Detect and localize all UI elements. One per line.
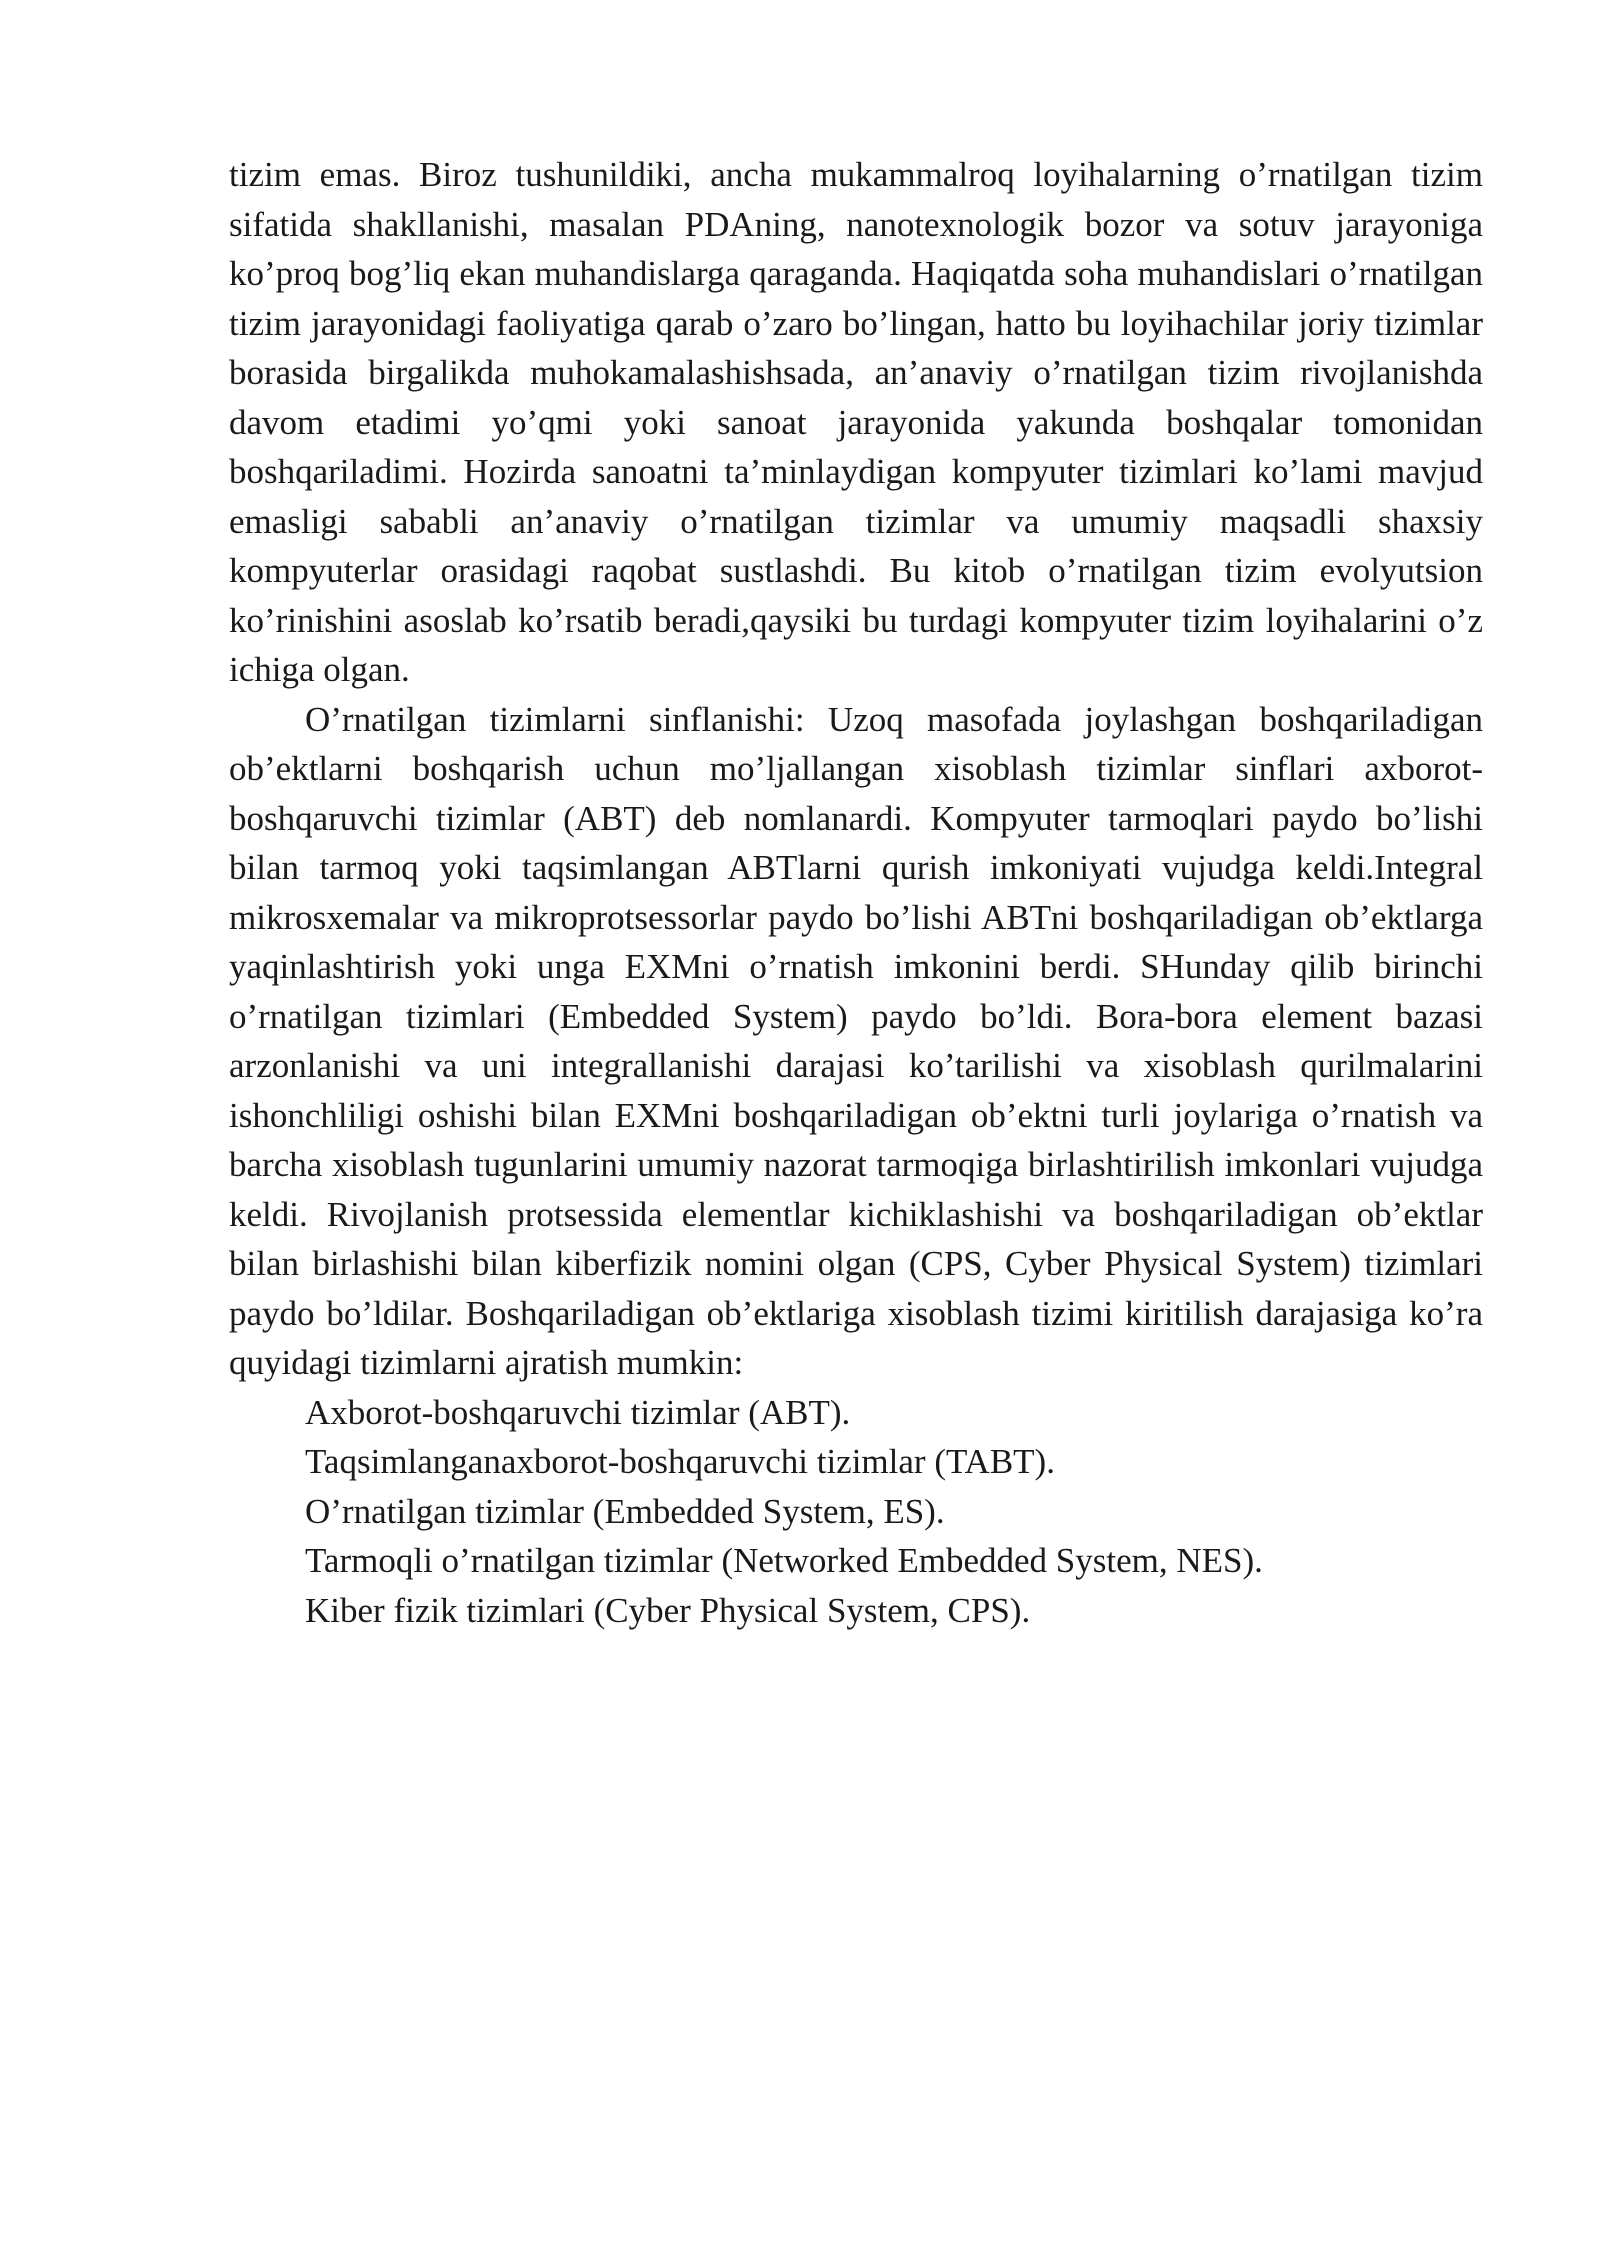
paragraph-classification: O’rnatilgan tizimlarni sinflanishi: Uzoq masofada joylashgan boshqariladigan ob’ektlarni boshqarish uchun mo’ljallangan xisoblash tizimlar sinflari axborot-boshqaruvchi tizimlar (ABT) deb nomlanardi. Kompyuter tarmoqlari paydo bo’lishi bilan tarmoq yoki taqsimlangan ABTlarni qurish imkoniyati vujudga keldi.Integral mikrosxemalar va mikroprotsessorlar paydo bo’lishi ABTni boshqariladigan ob’ektlarga yaqinlashtirish yoki unga EXMni o’rnatish imkonini berdi. SHunday qilib birinchi o’rnatilgan tizimlari (Embedded System) paydo bo’ldi. Bora-bora element bazasi arzonlanishi va uni integrallanishi darajasi ko’tarilishi va xisoblash qurilmalarini ishonchliligi oshishi bilan EXMni boshqariladigan ob’ektni turli joylariga o’rnatish va barcha xisoblash tugunlarini umumiy nazorat tarmoqiga birlashtirilish imkonlari vujudga keldi. Rivojlanish protsessida elementlar kichiklashishi va boshqariladigan ob’ektlar bilan birlashishi bilan kiberfizik nomini olgan (CPS, Cyber Physical System) tizimlari paydo bo’ldilar. Boshqariladigan ob’ektlariga xisoblash tizimi kiritilish darajasiga ko’ra quyidagi tizimlarni ajratish mumkin:: [229, 699, 1483, 1382]
list-item: Kiber fizik tizimlari (Cyber Physical System, CPS).: [305, 1590, 1031, 1630]
body-text: [229, 150, 1483, 1635]
list-item: Tarmoqli o’rnatilgan tizimlar (Networked Embedded System, NES).: [305, 1541, 1263, 1580]
list-item: Axborot-boshqaruvchi tizimlar (ABT).: [305, 1392, 851, 1432]
paragraph-continuation: tizim emas. Biroz tushunildiki, ancha mukammalroq loyihalarning o’rnatilgan tizim sifatida shakllanishi, masalan PDAning, nanotexnologik bozor va sotuv jarayoniga ko’proq bog’liq ekan muhandislarga qaraganda. Haqiqatda soha muhandislari o’rnatilgan tizim jarayonidagi faoliyatiga qarab o’zaro bo’lingan, hatto bu loyihachilar joriy tizimlar borasida birgalikda muhokamalashishsada, an’anaviy o’rnatilgan tizim rivojlanishda davom etadimi yo’qmi yoki sanoat jarayonida yakunda boshqalar tomonidan boshqariladimi. Hozirda sanoatni ta’minlaydigan kompyuter tizimlari ko’lami mavjud emasligi sababli an’anaviy o’rnatilgan tizimlar va umumiy maqsadli shaxsiy kompyuterlar orasidagi raqobat sustlashdi. Bu kitob o’rnatilgan tizim evolyutsion ko’rinishini asoslab ko’rsatib beradi,qaysiki bu turdagi kompyuter tizim loyihalarini o’z ichiga olgan.: [229, 155, 1483, 689]
system-types-list: [229, 1388, 1483, 1636]
list-item: Taqsimlanganaxborot-boshqaruvchi tizimlar (TABT).: [305, 1442, 1055, 1481]
list-item: O’rnatilgan tizimlar (Embedded System, ES).: [305, 1491, 945, 1531]
